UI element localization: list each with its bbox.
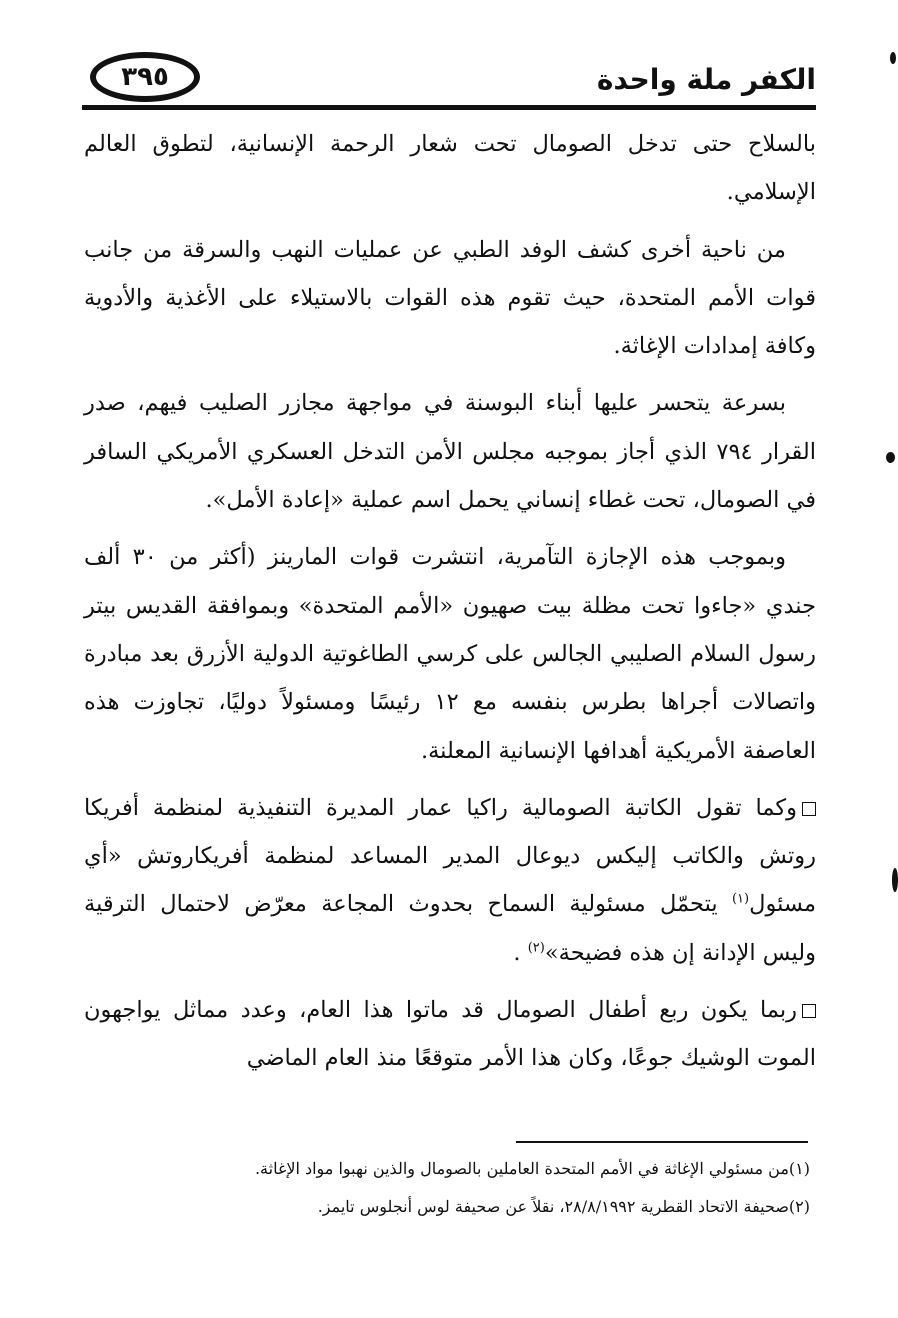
paragraph: بسرعة يتحسر عليها أبناء البوسنة في مواجهة مجازر الصليب فيهم، صدر القرار ٧٩٤ الذي أجاز بموجبه مجلس الأمن التدخل العسكري الأمريكي السافر في الصومال، تحت غطاء إنساني يحمل اسم عملية «إعادة الأمل». (84, 390, 816, 514)
paragraph: بالسلاح حتى تدخل الصومال تحت شعار الرحمة الإنسانية، لتطوق العالم الإسلامي. (84, 131, 816, 206)
scan-mark (886, 452, 895, 463)
paragraph-text: ربما يكون ربع أطفال الصومال قد ماتوا هذا العام، وعدد مماثل يواجهون الموت الوشيك جوعًا، وكان هذا الأمر متوقعًا منذ العام الماضي (84, 997, 816, 1072)
main-text (84, 120, 816, 1092)
page-header (82, 50, 816, 114)
book-title: الكفر ملة واحدة (596, 63, 816, 96)
scan-mark (892, 868, 898, 892)
footnote-ref-2: (٢) (527, 940, 545, 956)
footnote-1: (١)من مسئولي الإغاثة في الأمم المتحدة العاملين بالصومال والذين نهبوا مواد الإغاثة. (254, 1159, 810, 1178)
quote-paragraph (84, 784, 816, 977)
paragraph: من ناحية أخرى كشف الوفد الطبي عن عمليات النهب والسرقة من جانب قوات الأمم المتحدة، حيث تقوم هذه القوات بالاستيلاء على الأغذية والأدوية وكافة إمدادات الإغاثة. (84, 236, 816, 360)
footnote-ref-1: (١) (731, 891, 750, 907)
footnote-2: (٢)صحيفة الاتحاد القطرية ٢٨/٨/١٩٩٢، نقلاً عن صحيفة لوس أنجلوس تايمز. (317, 1197, 810, 1216)
page-number: ٣٩٥ (90, 52, 200, 102)
bullet-box-icon (802, 802, 816, 816)
paragraph (84, 986, 816, 1083)
quote-text-2: يتحمّل مسئولية السماح بحدوث المجاعة معرّض لاحتمال الترقية وليس الإدانة إن هذه فضيحة» (84, 891, 816, 966)
scan-mark (890, 52, 896, 64)
quote-text-1: وكما تقول الكاتبة الصومالية راكيا عمار المديرة التنفيذية لمنظمة أفريكا روتش والكاتب إليكس ديوعال المدير المساعد لمنظمة أفريكاروتش «أي مسئول (84, 794, 816, 918)
bullet-box-icon (802, 1004, 816, 1018)
footnotes (120, 1150, 810, 1226)
paragraph: وبموجب هذه الإجازة التآمرية، انتشرت قوات المارينز (أكثر من ٣٠ ألف جندي «جاءوا تحت مظلة بيت صهيون «الأمم المتحدة» وبموافقة القديس بيتر رسول السلام الصليبي الجالس على كرسي الطاغوتية الدولية الأزرق بعد مبادرة واتصالات أجراها بطرس بنفسه مع ١٢ رئيسًا ومسئولاً دوليًا، تجاوزت هذه العاصفة الأمريكية أهدافها الإنسانية المعلنة. (84, 544, 816, 764)
quote-text-3: . (513, 939, 528, 966)
header-rule (82, 105, 816, 110)
footnote-separator (516, 1141, 808, 1143)
